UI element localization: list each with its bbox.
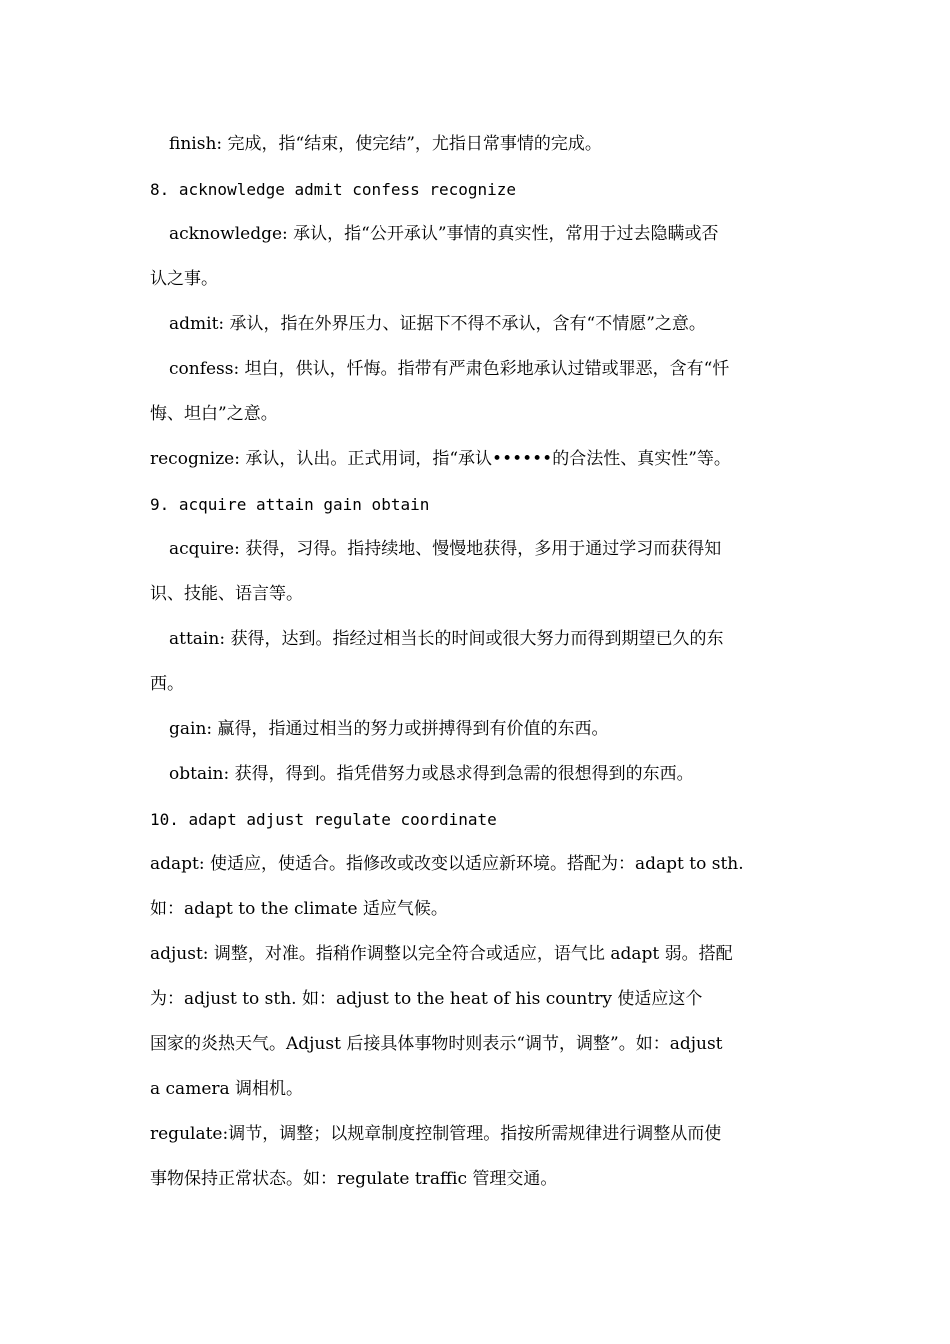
gain-definition: gain: 赢得，指通过相当的努力或拼搏得到有价值的东西。 [169, 719, 609, 739]
confess-definition-continued: 悔、坦白”之意。 [150, 404, 278, 424]
group-9-heading: 9. acquire attain gain obtain [150, 495, 430, 514]
regulate-definition: regulate:调节，调整；以规章制度控制管理。指按所需规律进行调整从而使 [150, 1124, 722, 1144]
finish-definition: finish: 完成，指“结束，使完结”，尤指日常事情的完成。 [169, 134, 602, 154]
acknowledge-definition: acknowledge: 承认，指“公开承认”事情的真实性，常用于过去隐瞒或否 [169, 224, 719, 244]
adapt-definition: adapt: 使适应，使适合。指修改或改变以适应新环境。搭配为：adapt to sth. [150, 854, 744, 874]
adjust-example: a camera 调相机。 [150, 1079, 304, 1099]
confess-definition: confess: 坦白，供认，忏悔。指带有严肃色彩地承认过错或罪恶，含有“忏 [169, 359, 730, 379]
adjust-definition-continued-2: 国家的炎热天气。Adjust 后接具体事物时则表示“调节，调整”。如：adjust [150, 1034, 723, 1054]
adjust-definition-continued-1: 为：adjust to sth. 如：adjust to the heat of his country 使适应这个 [150, 989, 703, 1009]
admit-definition: admit: 承认，指在外界压力、证据下不得不承认，含有“不情愿”之意。 [169, 314, 706, 334]
obtain-definition: obtain: 获得，得到。指凭借努力或恳求得到急需的很想得到的东西。 [169, 764, 694, 784]
adapt-example: 如：adapt to the climate 适应气候。 [150, 899, 448, 919]
adjust-definition: adjust: 调整，对准。指稍作调整以完全符合或适应，语气比 adapt 弱。搭配 [150, 944, 733, 964]
regulate-example: 事物保持正常状态。如：regulate traffic 管理交通。 [150, 1169, 558, 1189]
acquire-definition-continued: 识、技能、语言等。 [150, 584, 303, 604]
acknowledge-definition-continued: 认之事。 [150, 269, 218, 289]
group-10-heading: 10. adapt adjust regulate coordinate [150, 810, 497, 829]
attain-definition: attain: 获得，达到。指经过相当长的时间或很大努力而得到期望已久的东 [169, 629, 724, 649]
acquire-definition: acquire: 获得，习得。指持续地、慢慢地获得，多用于通过学习而获得知 [169, 539, 722, 559]
group-8-heading: 8. acknowledge admit confess recognize [150, 180, 517, 199]
attain-definition-continued: 西。 [150, 674, 184, 694]
recognize-definition: recognize: 承认，认出。正式用词，指“承认••••••的合法性、真实性”等。 [150, 449, 731, 469]
